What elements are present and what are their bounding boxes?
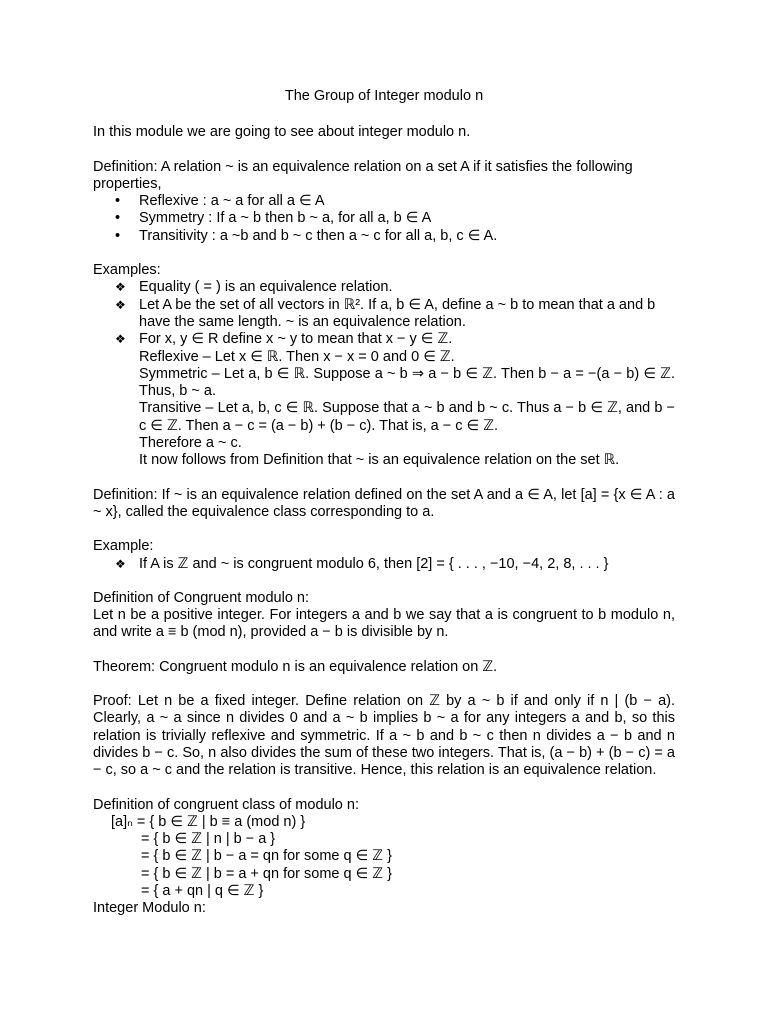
- properties-list: [93, 193, 675, 245]
- example-item-vectors: ❖ Let A be the set of all vectors in ℝ². If a, b ∈ A, define a ~ b to mean that a and b have the same length. ~ is an equivalence relation.: [93, 297, 675, 332]
- property-reflexive: • Reflexive : a ~ a for all a ∈ A: [93, 193, 675, 210]
- example2-item: ❖ If A is ℤ and ~ is congruent modulo 6, then [2] = { . . . , −10, −4, 2, 8, . . . }: [93, 556, 675, 573]
- definition-congruent-heading: Definition of Congruent modulo n:: [93, 589, 310, 606]
- examples-list: [93, 279, 675, 348]
- proof-paragraph: Proof: Let n be a fixed integer. Define relation on ℤ by a ~ b if and only if n | (b − a). Clearly, a ~ a since n divides 0 and a ~ b implies b ~ a for any integers a and b, so this relation is trivially reflexive and symmetric. If a ~ b and b ~ c then n divides a − b and n divides b − c. So, n also divides the sum of these two integers. That is, (a − b) + (b − c) = a − c, so a ~ c and the relation is transitive. Hence, this relation is an equivalence relation.: [93, 693, 675, 779]
- class-line-2: = { b ∈ ℤ | n | b − a }: [141, 831, 276, 848]
- example-reflexive: Reflexive – Let x ∈ ℝ. Then x − x = 0 and 0 ∈ ℤ.: [139, 348, 455, 365]
- document-page: [93, 88, 675, 918]
- property-symmetry: • Symmetry : If a ~ b then b ~ a, for all a, b ∈ A: [93, 210, 675, 227]
- intro-paragraph: In this module we are going to see about integer modulo n.: [93, 124, 471, 141]
- class-line-1: [a]ₙ = { b ∈ ℤ | b ≡ a (mod n) }: [111, 813, 306, 830]
- example-item-reals: ❖ For x, y ∈ R define x ~ y to mean that x − y ∈ ℤ.: [93, 331, 675, 348]
- definition-congruent-text: Let n be a positive integer. For integers a and b we say that a is congruent to b modulo n, and write a ≡ b (mod n), provided a − b is divisible by n.: [93, 607, 675, 641]
- examples-heading: Examples:: [93, 262, 161, 279]
- definition-class-modulo-section: [93, 797, 675, 901]
- definition-congruent-section: [93, 590, 675, 642]
- example-transitive: Transitive – Let a, b, c ∈ ℝ. Suppose that a ~ b and b ~ c. Thus a − b ∈ ℤ, and b − c ∈ ℤ. Then a − c = (a − b) + (b − c). That is, a − c ∈ ℤ.: [139, 400, 675, 434]
- definition-class-modulo-heading: Definition of congruent class of modulo n:: [93, 796, 359, 813]
- definition-class-paragraph: Definition: If ~ is an equivalence relation defined on the set A and a ∈ A, let [a] = {x ∈ A : a ~ x}, called the equivalence class corresponding to a.: [93, 486, 675, 520]
- theorem-paragraph: Theorem: Congruent modulo n is an equivalence relation on ℤ.: [93, 658, 498, 675]
- definition-equivalence-section: [93, 159, 675, 245]
- example-therefore: Therefore a ~ c.: [139, 435, 242, 452]
- property-transitivity: • Transitivity : a ~b and b ~ c then a ~ c for all a, b, c ∈ A.: [93, 228, 675, 245]
- integer-modulo-heading: Integer Modulo n:: [93, 900, 206, 917]
- example2-heading: Example:: [93, 538, 154, 555]
- example2-section: [93, 538, 675, 573]
- example-conclusion: It now follows from Definition that ~ is an equivalence relation on the set ℝ.: [139, 452, 620, 469]
- example-symmetric: Symmetric – Let a, b ∈ ℝ. Suppose a ~ b ⇒ a − b ∈ ℤ. Then b − a = −(a − b) ∈ ℤ. Thus, b ~ a.: [139, 365, 675, 400]
- example-item-equality: ❖ Equality ( = ) is an equivalence relation.: [93, 279, 675, 296]
- example2-list: [93, 556, 675, 573]
- class-line-4: = { b ∈ ℤ | b = a + qn for some q ∈ ℤ }: [141, 865, 392, 882]
- examples-section: [93, 262, 675, 470]
- class-line-5: = { a + qn | q ∈ ℤ }: [141, 882, 264, 899]
- class-line-3: = { b ∈ ℤ | b − a = qn for some q ∈ ℤ }: [141, 848, 392, 865]
- page-title: The Group of Integer modulo n: [284, 88, 484, 104]
- definition-equivalence-text: Definition: A relation ~ is an equivalence relation on a set A if it satisfies the following properties,: [93, 158, 633, 192]
